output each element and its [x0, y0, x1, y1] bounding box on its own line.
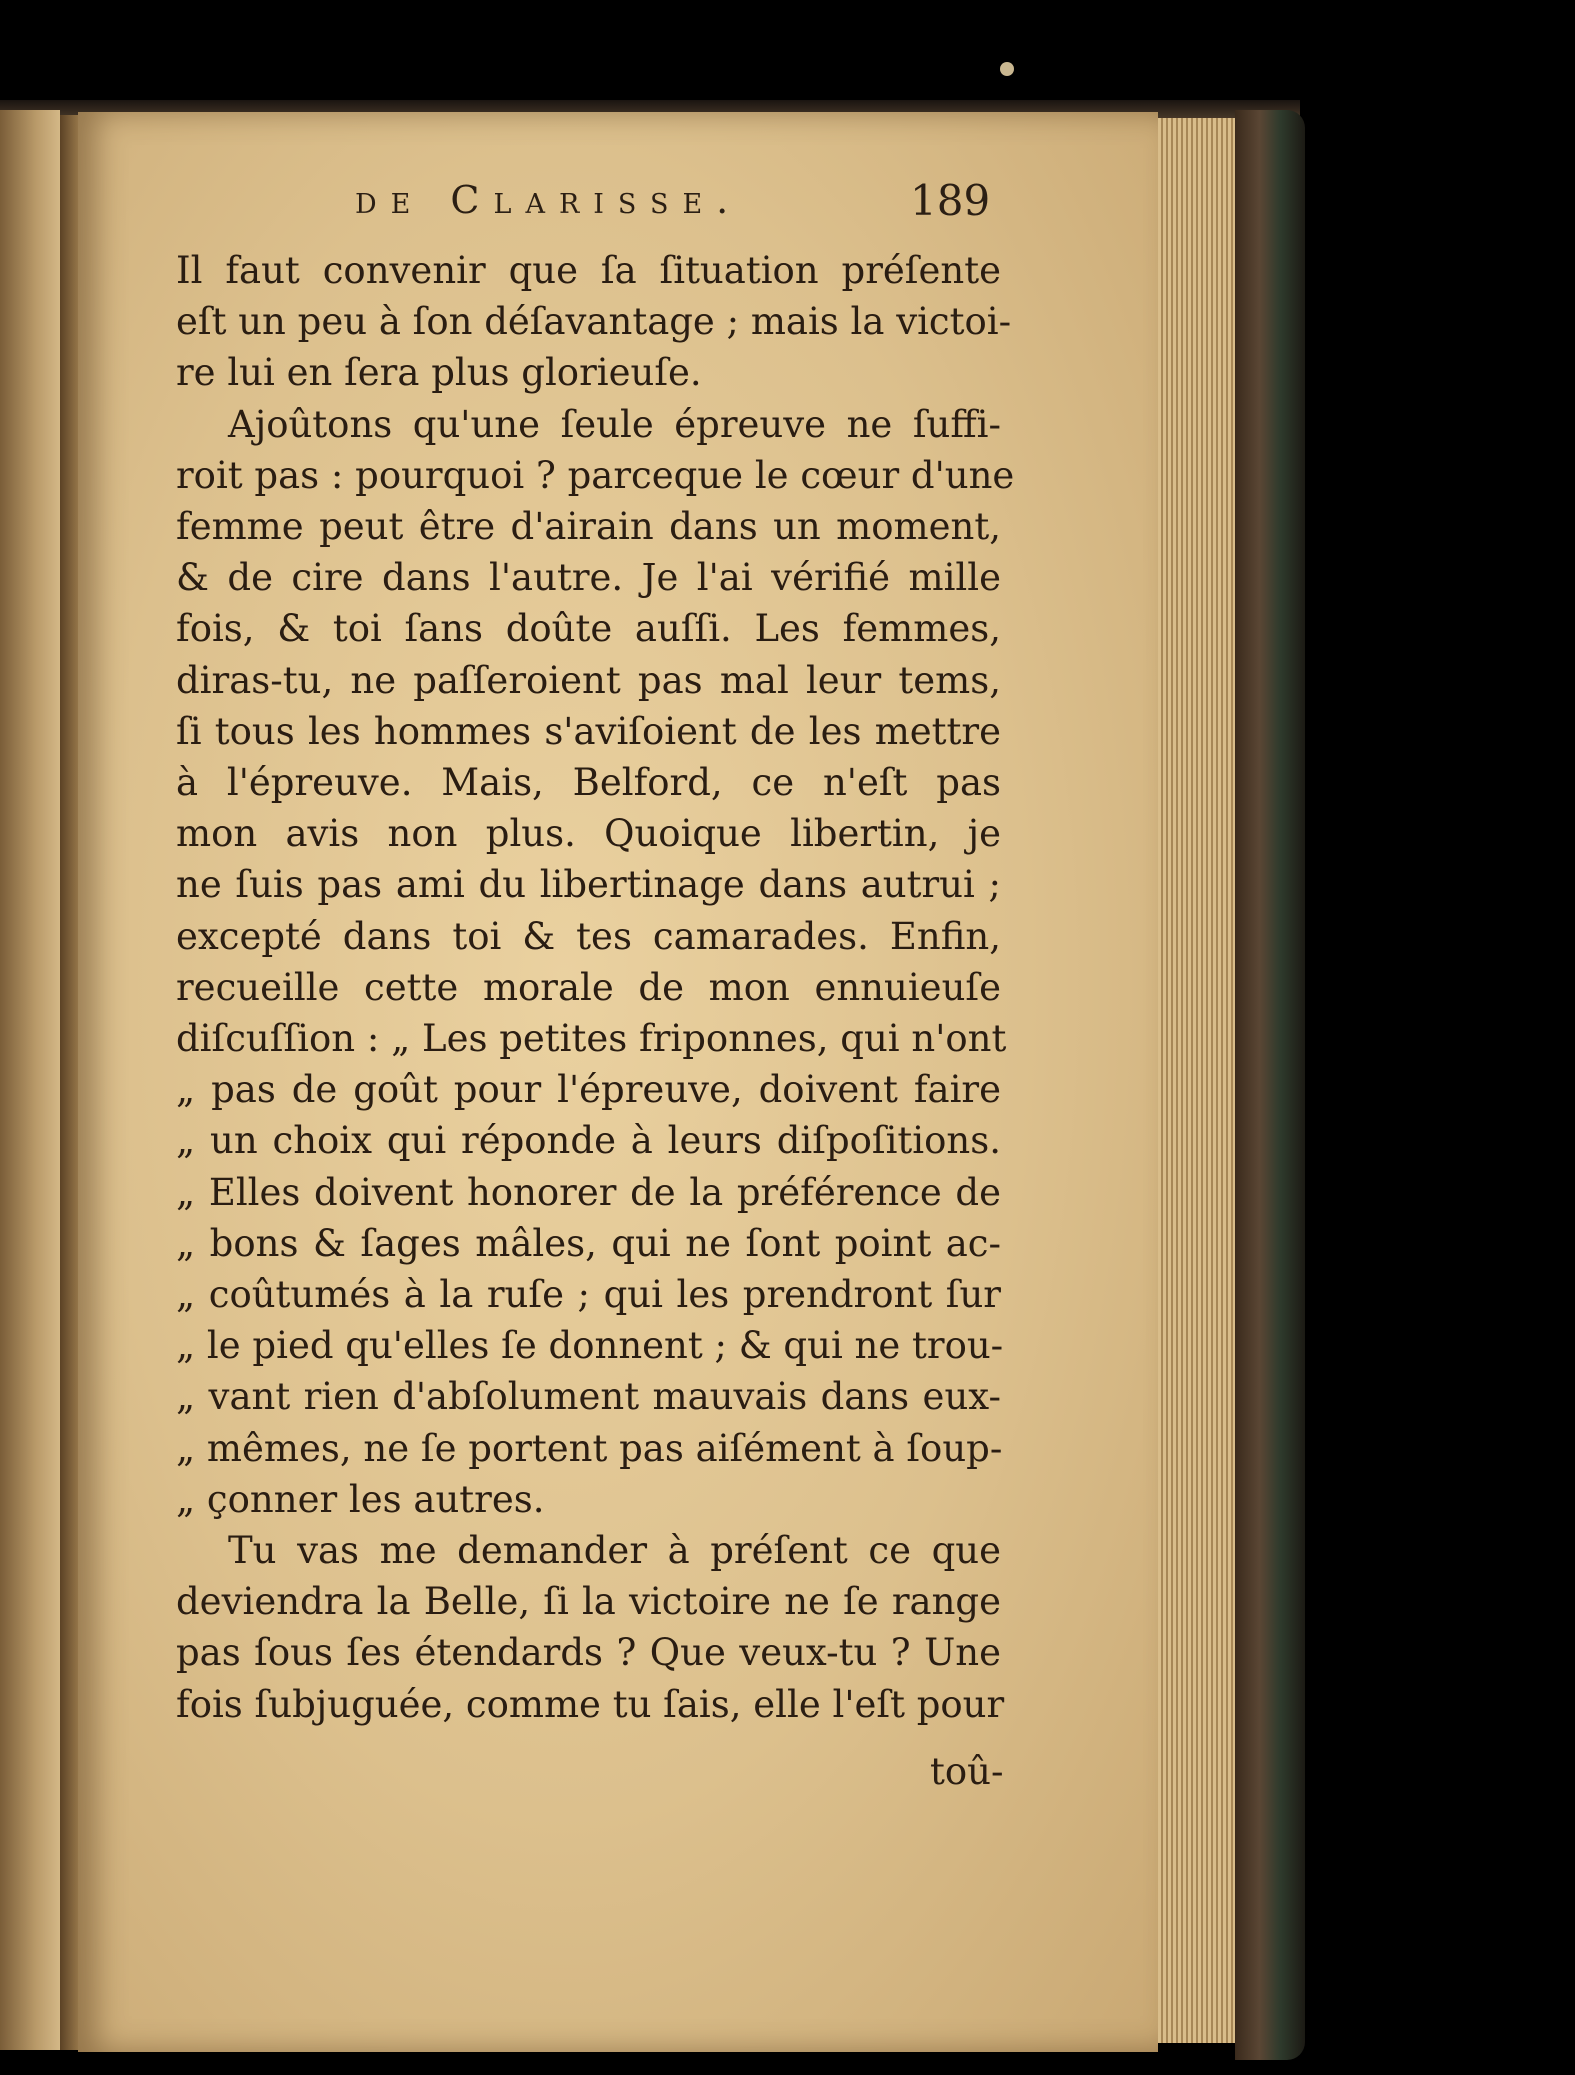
running-header: [355, 178, 742, 222]
text-line: Il faut convenir que ſa ſituation préſente: [176, 249, 1001, 292]
text-line: „ bons & ſages mâles, qui ne ſont point ac-: [176, 1221, 1001, 1265]
text-line: & de cire dans l'autre. Je l'ai vérifié mille: [176, 556, 1001, 600]
catchword: toû-: [930, 1750, 1004, 1793]
text-line: „ coûtumés à la ruſe ; qui les prendront ſur: [176, 1273, 1001, 1317]
text-line: „ un choix qui réponde à leurs diſpoſitions.: [176, 1119, 1001, 1163]
book-gutter: [60, 115, 80, 2050]
text-line: roit pas : pourquoi ? parceque le cœur d'une: [176, 453, 1015, 497]
text-line: diras-tu, ne paſſeroient pas mal leur tems,: [176, 658, 1001, 702]
text-line: „ pas de goût pour l'épreuve, doivent faire: [176, 1068, 1001, 1112]
running-title: de Clarisse.: [355, 178, 743, 222]
stain-mark: [1000, 62, 1014, 76]
text-line: fois, & toi ſans doûte auſſi. Les femmes,: [176, 607, 1001, 651]
text-line: Tu vas me demander à préſent ce que: [228, 1529, 1001, 1573]
text-line: diſcuſſion : „ Les petites friponnes, qui n'ont: [176, 1017, 1007, 1061]
left-page-edge: [0, 110, 60, 2050]
text-line: „ Elles doivent honorer de la préférence de: [176, 1170, 1001, 1214]
stacked-page-edges: [1158, 118, 1238, 2043]
text-line: „ vant rien d'abſolument mauvais dans eux-: [176, 1375, 1001, 1419]
text-line: à l'épreuve. Mais, Belford, ce n'eſt pas: [176, 761, 1001, 805]
text-line: fois ſubjuguée, comme tu ſais, elle l'eſt pour: [176, 1682, 1005, 1726]
text-line: re lui en ſera plus glorieuſe.: [176, 351, 702, 395]
text-line: mon avis non plus. Quoique libertin, je: [176, 812, 1001, 856]
leather-cover: [1235, 110, 1305, 2060]
text-line: femme peut être d'airain dans un moment,: [176, 505, 1001, 549]
text-line: „ mêmes, ne ſe portent pas aiſément à ſoup-: [176, 1426, 1003, 1470]
text-line: recueille cette morale de mon ennuieuſe: [176, 965, 1001, 1009]
text-line: excepté dans toi & tes camarades. Enfin,: [176, 914, 1001, 958]
text-line: pas ſous ſes étendards ? Que veux-tu ? Une: [176, 1631, 1001, 1675]
text-line: „ le pied qu'elles ſe donnent ; & qui ne trou-: [176, 1324, 1004, 1368]
body-text: [176, 245, 1015, 1730]
text-line: eſt un peu à ſon déſavantage ; mais la victoi-: [176, 300, 1012, 344]
page-number: 189: [910, 176, 991, 225]
text-line: ne ſuis pas ami du libertinage dans autrui ;: [176, 863, 1001, 907]
text-line: ſi tous les hommes s'aviſoient de les mettre: [176, 709, 1001, 753]
text-line: „ çonner les autres.: [176, 1477, 545, 1521]
text-line: Ajoûtons qu'une ſeule épreuve ne ſuffi-: [228, 402, 1001, 446]
text-line: deviendra la Belle, ſi la victoire ne ſe range: [176, 1580, 1001, 1624]
